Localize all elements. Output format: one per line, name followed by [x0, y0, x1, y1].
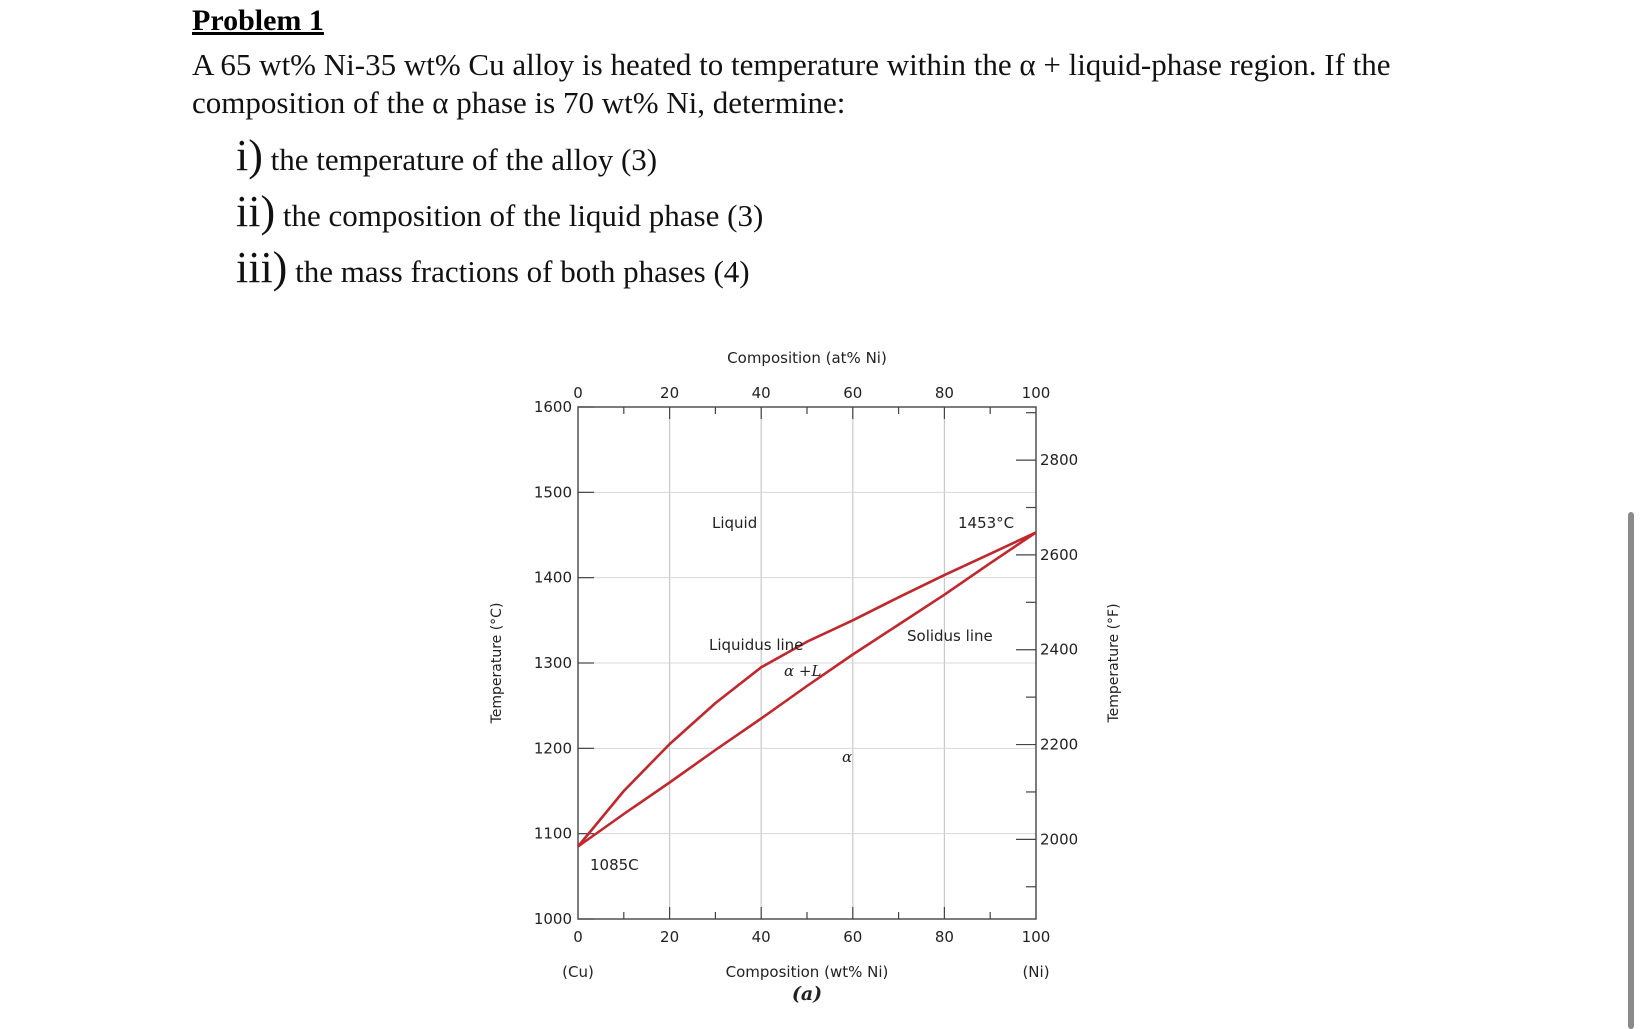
vertical-scrollbar[interactable] [1628, 512, 1634, 1029]
y2-tick-label: 2600 [1040, 545, 1079, 564]
x-tick-label: 40 [751, 928, 771, 946]
y-axis-title: Temperature (°C) [489, 602, 505, 724]
x-tick-label: 0 [573, 928, 583, 946]
y2-tick-label: 2400 [1040, 640, 1079, 659]
region-label-alpha: α [842, 748, 853, 766]
question-text: the mass fractions of both phases (4) [295, 254, 750, 289]
x-tick-label: 100 [1021, 928, 1051, 946]
figure-caption: (a) [791, 983, 823, 1005]
y-tick-label: 1500 [533, 483, 572, 502]
y2-tick-label: 2000 [1040, 830, 1079, 849]
x-end-label-cu: (Cu) [562, 963, 594, 981]
y2-tick-label: 2800 [1040, 451, 1079, 470]
annotation-cu-melt: 1085C [590, 856, 639, 874]
x-end-label-ni: (Ni) [1022, 963, 1050, 981]
region-label-alpha-liquid: α +L [784, 662, 822, 680]
x-axis-title: Composition (wt% Ni) [725, 963, 889, 981]
x-tick-label: 60 [843, 928, 863, 946]
annotation-ni-melt: 1453°C [958, 514, 1015, 532]
statement-line-2: composition of the α phase is 70 wt% Ni, determine: [192, 85, 846, 120]
y-tick-label: 1300 [533, 654, 572, 672]
annotation-solidus: Solidus line [907, 627, 993, 645]
x-tick-label: 20 [660, 928, 680, 946]
statement-line-1: A 65 wt% Ni-35 wt% Cu alloy is heated to temperature within the α + liquid-phase region. If the [192, 47, 1391, 82]
y-tick-label: 1600 [533, 398, 572, 416]
y2-tick-label: 2200 [1040, 735, 1079, 754]
x-tick-label: 80 [934, 928, 954, 946]
y-tick-label: 1000 [533, 910, 572, 928]
y-tick-label: 1200 [533, 739, 572, 758]
question-number: ii) [236, 187, 276, 236]
question-text: the composition of the liquid phase (3) [282, 198, 764, 233]
top-tick-label: 60 [843, 384, 863, 402]
annotation-liquidus: Liquidus line [709, 636, 804, 654]
top-tick-label: 100 [1021, 384, 1051, 402]
question-number: i) [236, 131, 263, 180]
top-tick-label: 80 [934, 384, 954, 402]
question-text: the temperature of the alloy (3) [270, 142, 658, 177]
y-tick-label: 1400 [533, 568, 572, 587]
question-number: iii) [236, 243, 288, 292]
top-tick-label: 20 [660, 384, 680, 402]
chart-series [578, 532, 1036, 846]
region-label-liquid: Liquid [712, 514, 758, 532]
top-tick-label: 40 [751, 384, 771, 402]
y-tick-label: 1100 [533, 824, 572, 843]
top-axis-title: Composition (at% Ni) [727, 349, 887, 367]
solidus-curve [578, 532, 1036, 846]
top-tick-label: 0 [573, 384, 583, 402]
y2-axis-title: Temperature (°F) [1106, 603, 1122, 723]
problem-title: Problem 1 [192, 4, 324, 37]
